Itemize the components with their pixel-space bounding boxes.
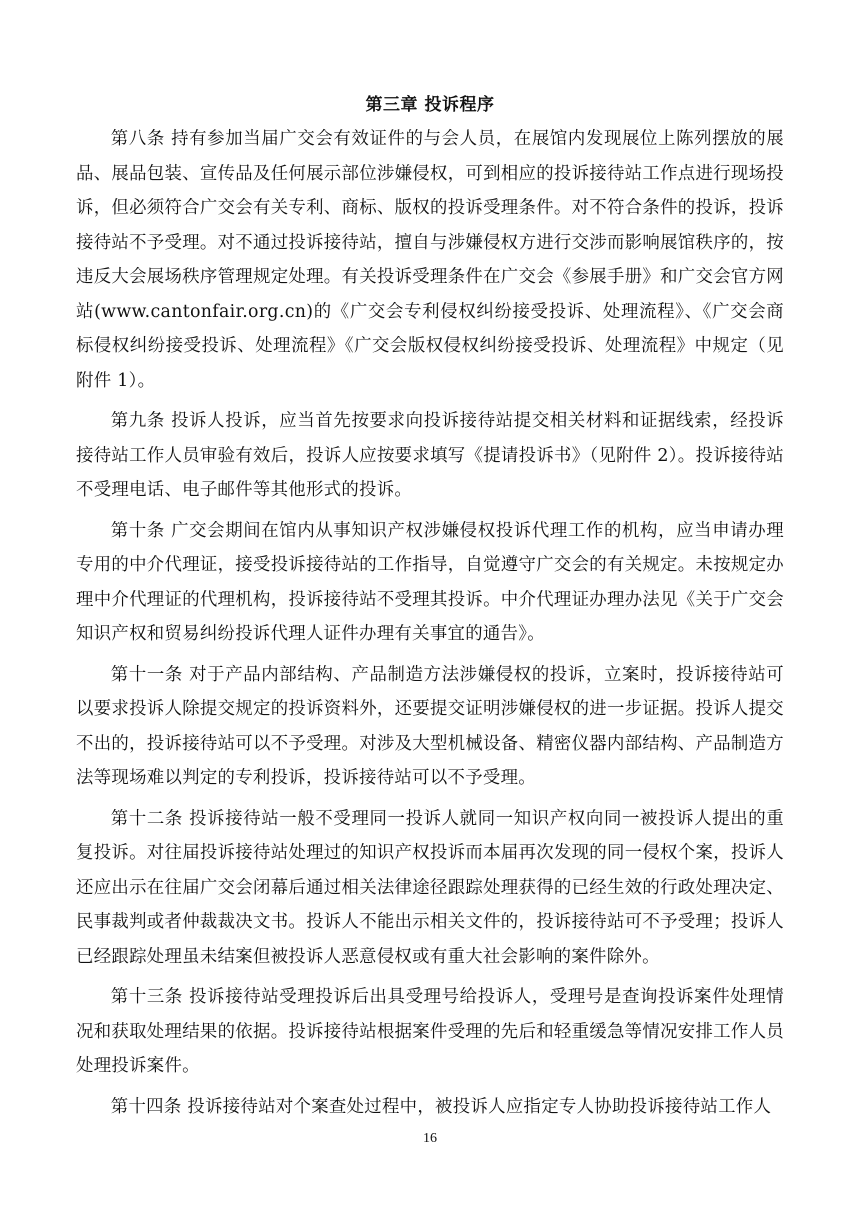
article-8: 第八条 持有参加当届广交会有效证件的与会人员，在展馆内发现展位上陈列摆放的展品、展品包装、宣传品及任何展示部位涉嫌侵权，可到相应的投诉接待站工作点进行现场投诉，但必须符合广交会有关专利、商标、版权的投诉受理条件。对不符合条件的投诉，投诉接待站不予受理。对不通过投诉接待站，擅自与涉嫌侵权方进行交涉而影响展馆秩序的，按违反大会展场秩序管理规定处理。有关投诉受理条件在广交会《参展手册》和广交会官方网站(www.cantonfair.org.cn)的《广交会专利侵权纠纷接受投诉、处理流程》、《广交会商标侵权纠纷接受投诉、处理流程》《广交会版权侵权纠纷接受投诉、处理流程》中规定（见附件 1）。 (76, 129, 784, 391)
article-12: 第十二条 投诉接待站一般不受理同一投诉人就同一知识产权向同一被投诉人提出的重复投诉。对往届投诉接待站处理过的知识产权投诉而本届再次发现的同一侵权个案，投诉人还应出示在往届广交会闭幕后通过相关法律途径跟踪处理获得的已经生效的行政处理决定、民事裁判或者仲裁裁决文书。投诉人不能出示相关文件的，投诉接待站可不予受理；投诉人已经跟踪处理虽未结案但被投诉人恶意侵权或有重大社会影响的案件除外。 (76, 808, 784, 967)
article-9: 第九条 投诉人投诉，应当首先按要求向投诉接待站提交相关材料和证据线索，经投诉接待站工作人员审验有效后，投诉人应按要求填写《提请投诉书》（见附件 2）。投诉接待站不受理电话、电子邮件等其他形式的投诉。 (76, 411, 784, 500)
article-10: 第十条 广交会期间在馆内从事知识产权涉嫌侵权投诉代理工作的机构，应当申请办理专用的中介代理证，接受投诉接待站的工作指导，自觉遵守广交会的有关规定。未按规定办理中介代理证的代理机构，投诉接待站不受理其投诉。中介代理证办理办法见《关于广交会知识产权和贸易纠纷投诉代理人证件办理有关事宜的通告》。 (76, 520, 784, 644)
page-number: 16 (423, 1131, 437, 1146)
article-14: 第十四条 投诉接待站对个案查处过程中，被投诉人应指定专人协助投诉接待站工作人 (110, 1096, 772, 1117)
article-11: 第十一条 对于产品内部结构、产品制造方法涉嫌侵权的投诉，立案时，投诉接待站可以要求投诉人除提交规定的投诉资料外，还要提交证明涉嫌侵权的进一步证据。投诉人提交不出的，投诉接待站可以不予受理。对涉及大型机械设备、精密仪器内部结构、产品制造方法等现场难以判定的专利投诉，投诉接待站可以不予受理。 (76, 664, 784, 788)
article-13: 第十三条 投诉接待站受理投诉后出具受理号给投诉人，受理号是查询投诉案件处理情况和获取处理结果的依据。投诉接待站根据案件受理的先后和轻重缓急等情况安排工作人员处理投诉案件。 (76, 987, 784, 1076)
chapter-title: 第三章 投诉程序 (365, 95, 495, 115)
document-body (76, 88, 784, 1130)
